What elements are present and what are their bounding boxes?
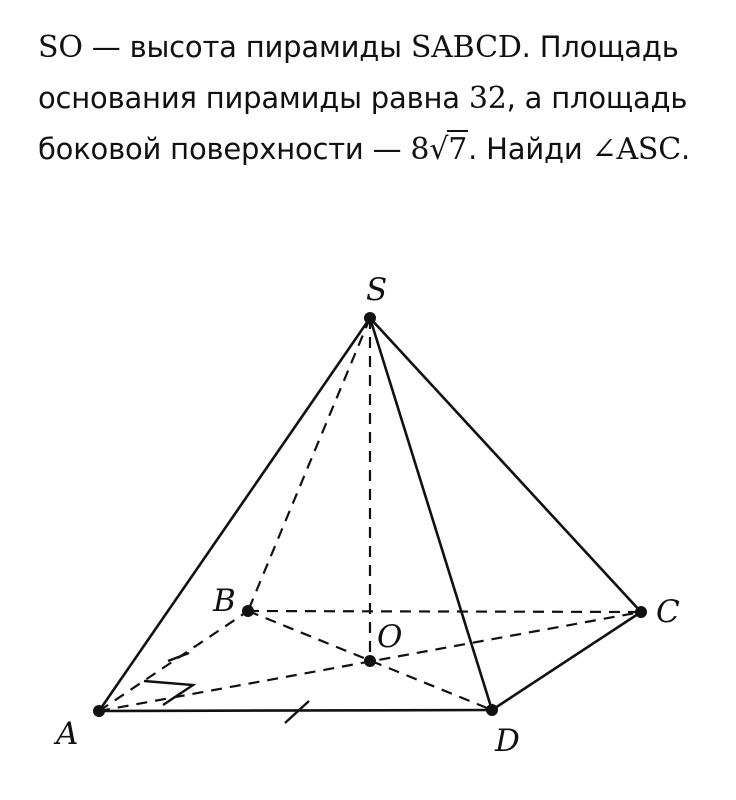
point-s [364,312,376,324]
radicand: 7 [448,132,468,167]
label-d: D [495,723,520,759]
label-a: A [56,716,79,752]
right-angle-mark [144,681,193,705]
lateral-coefficient: 8 [410,132,430,167]
point-a [93,705,105,717]
text: основания пирамиды равна [38,81,469,115]
point-d [486,704,498,716]
dash: — [82,30,130,64]
label-s: S [366,272,388,308]
edge-bc-hidden [248,611,641,612]
text: высота пирамиды [129,30,411,64]
radical-sign: √ [429,132,449,167]
tick-mark-ad [285,701,309,723]
text: . Площадь [521,30,679,64]
text: , а площадь [506,81,688,115]
text: боковой поверхности — [38,132,411,166]
point-o [364,655,376,667]
edge-sb-hidden [248,318,370,611]
text: . [681,132,691,166]
edge-sa [99,318,370,711]
segment-so: SO [38,30,83,65]
label-b: B [213,583,236,619]
tick-mark-ab [168,653,189,661]
label-o: O [377,619,403,655]
pyramid-name: SABCD [410,30,522,65]
base-area-value: 32 [468,81,507,116]
edge-ab-hidden [99,611,248,711]
point-b [242,605,254,617]
point-c [635,606,647,618]
label-c: C [656,594,680,630]
target-angle: ∠ASC [591,132,682,167]
text: . Найди [468,132,592,166]
edge-ad [99,710,492,711]
edge-sc [370,318,641,612]
